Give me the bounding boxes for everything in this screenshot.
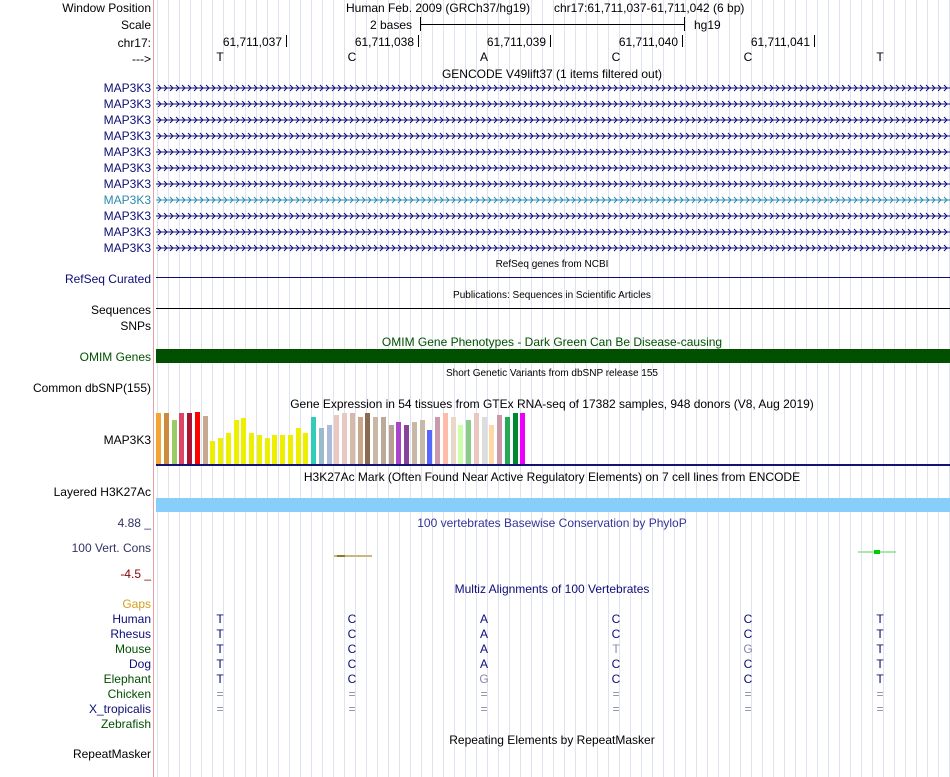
gencode-gene-label[interactable]: MAP3K3	[103, 225, 151, 239]
alignment-base: T	[876, 627, 884, 641]
ruler-tick	[682, 35, 683, 47]
gencode-gene-label[interactable]: MAP3K3	[103, 177, 151, 191]
gtex-tissue-bar[interactable]	[319, 428, 324, 464]
alignment-base: =	[480, 687, 488, 701]
refseq-track-title: RefSeq genes from NCBI	[495, 259, 609, 270]
species-label[interactable]: Human	[112, 612, 151, 626]
gtex-tissue-bar[interactable]	[358, 417, 363, 464]
gtex-tissue-bar[interactable]	[489, 425, 494, 464]
snps-track-label[interactable]: SNPs	[120, 319, 151, 333]
alignment-base: =	[216, 687, 224, 701]
gencode-gene-intron[interactable]	[156, 178, 950, 190]
gencode-gene-label[interactable]: MAP3K3	[103, 209, 151, 223]
alignment-base: A	[479, 657, 488, 671]
gencode-gene-intron[interactable]	[156, 98, 950, 110]
phylop-track-title: 100 vertebrates Basewise Conservation by PhyloP	[417, 516, 687, 530]
gtex-tissue-bar[interactable]	[172, 420, 177, 464]
refseq-track-line	[156, 277, 950, 278]
phylop-signal-positive-core	[874, 550, 880, 554]
species-label[interactable]: Chicken	[107, 687, 151, 701]
h3k27ac-signal-bar[interactable]	[156, 498, 950, 512]
gtex-tissue-bar[interactable]	[420, 420, 425, 464]
phylop-min-label: -4.5 _	[120, 567, 151, 581]
gtex-tissue-bar[interactable]	[412, 422, 417, 464]
alignment-base: C	[347, 657, 357, 671]
alignment-base: =	[744, 687, 752, 701]
gencode-gene-label[interactable]: MAP3K3	[103, 81, 151, 95]
alignment-base: A	[479, 627, 488, 641]
gtex-tissue-bar[interactable]	[280, 435, 285, 464]
species-label[interactable]: Rhesus	[110, 627, 151, 641]
gtex-tissue-bar[interactable]	[334, 415, 339, 464]
publications-track-line	[156, 308, 950, 309]
ruler-coordinate: 61,711,039	[486, 35, 546, 49]
gtex-tissue-bar[interactable]	[156, 413, 161, 464]
assembly-title: Human Feb. 2009 (GRCh37/hg19)	[346, 1, 531, 15]
alignment-base: =	[612, 702, 620, 716]
window-position-label: Window Position	[62, 1, 151, 15]
track-labels-panel	[0, 0, 154, 777]
alignment-base: T	[876, 612, 884, 626]
alignment-base: A	[479, 642, 488, 656]
species-label[interactable]: Zebrafish	[100, 717, 151, 731]
gtex-tissue-bar[interactable]	[342, 413, 347, 464]
gtex-track-title: Gene Expression in 54 tissues from GTEx RNA-seq of 17382 samples, 948 donors (V8, Aug 2019)	[290, 397, 814, 411]
gencode-track-title: GENCODE V49lift37 (1 items filtered out)	[441, 67, 663, 81]
alignment-base: =	[876, 702, 884, 716]
gtex-tissue-bar[interactable]	[303, 433, 308, 464]
gencode-gene-intron[interactable]	[156, 242, 950, 254]
alignment-base: T	[216, 612, 224, 626]
gtex-tissue-bar[interactable]	[404, 425, 409, 464]
alignment-base: T	[876, 672, 884, 686]
ruler-coordinate: 61,711,037	[222, 35, 282, 49]
gtex-tissue-bar[interactable]	[497, 415, 502, 464]
ruler-tick	[286, 35, 287, 47]
alignment-base: C	[743, 672, 753, 686]
scale-bar	[420, 24, 684, 25]
publications-track-label[interactable]: Sequences	[90, 303, 151, 317]
reference-base: C	[743, 50, 753, 64]
gtex-tissue-bar[interactable]	[288, 435, 293, 464]
h3k27ac-track-title: H3K27Ac Mark (Often Found Near Active Regulatory Elements) on 7 cell lines from ENCODE	[303, 470, 801, 484]
gtex-tissue-bar[interactable]	[520, 413, 525, 464]
alignment-base: C	[347, 612, 357, 626]
gencode-gene-label[interactable]: MAP3K3	[103, 97, 151, 111]
alignment-base: =	[348, 702, 356, 716]
dbsnp-track-title: Short Genetic Variants from dbSNP release 155	[446, 368, 658, 379]
alignment-base: C	[347, 642, 357, 656]
gtex-tissue-bar[interactable]	[474, 413, 479, 464]
db-label: hg19	[694, 18, 721, 32]
alignment-base: T	[216, 672, 224, 686]
alignment-base: T	[216, 642, 224, 656]
chrom-label: chr17:	[117, 36, 151, 50]
alignment-base: T	[876, 642, 884, 656]
alignment-base: C	[611, 672, 621, 686]
gencode-gene-label[interactable]: MAP3K3	[103, 241, 151, 255]
species-label[interactable]: Mouse	[114, 642, 151, 656]
alignment-base: =	[744, 702, 752, 716]
position-readout: chr17:61,711,037-61,711,042 (6 bp)	[554, 1, 745, 15]
alignment-base: C	[743, 612, 753, 626]
reference-base: T	[876, 50, 884, 64]
track-display-area[interactable]	[154, 0, 950, 777]
phylop-track-label[interactable]: 100 Vert. Cons	[71, 541, 151, 555]
gtex-tissue-bar[interactable]	[265, 438, 270, 464]
gtex-tissue-bar[interactable]	[435, 417, 440, 464]
gencode-gene-label[interactable]: MAP3K3	[103, 129, 151, 143]
gtex-tissue-bar[interactable]	[365, 413, 370, 464]
gtex-bar-chart[interactable]	[156, 412, 950, 464]
h3k27ac-track-label[interactable]: Layered H3K27Ac	[53, 485, 151, 499]
gtex-tissue-bar[interactable]	[451, 417, 456, 464]
gtex-tissue-bar[interactable]	[296, 428, 301, 464]
gtex-tissue-bar[interactable]	[257, 435, 262, 464]
reference-base: A	[479, 50, 488, 64]
multiz-track-title: Multiz Alignments of 100 Vertebrates	[454, 582, 650, 596]
ruler-tick	[814, 35, 815, 47]
species-label[interactable]: Dog	[128, 657, 151, 671]
alignment-base: T	[612, 642, 620, 656]
omim-track-title: OMIM Gene Phenotypes - Dark Green Can Be Disease-causing	[381, 335, 723, 349]
scale-label: Scale	[120, 18, 151, 32]
alignment-base: =	[348, 687, 356, 701]
gencode-gene-intron[interactable]	[156, 114, 950, 126]
publications-track-title: Publications: Sequences in Scientific Articles	[453, 290, 651, 301]
alignment-base: =	[612, 687, 620, 701]
alignment-base: =	[216, 702, 224, 716]
refseq-track-label[interactable]: RefSeq Curated	[64, 272, 151, 286]
alignment-base: T	[216, 627, 224, 641]
gencode-gene-label[interactable]: MAP3K3	[103, 193, 151, 207]
alignment-base: T	[216, 657, 224, 671]
repeatmasker-track-label[interactable]: RepeatMasker	[72, 747, 151, 761]
gtex-tissue-bar[interactable]	[458, 425, 463, 464]
gencode-gene-intron[interactable]	[156, 210, 950, 222]
ruler-coordinate: 61,711,041	[750, 35, 810, 49]
scale-text: 2 bases	[370, 18, 413, 32]
gtex-tissue-bar[interactable]	[482, 417, 487, 464]
gtex-tissue-bar[interactable]	[164, 413, 169, 464]
reference-base: T	[216, 50, 224, 64]
gencode-gene-intron[interactable]	[156, 146, 950, 158]
alignment-base: =	[480, 702, 488, 716]
gtex-tissue-bar[interactable]	[272, 435, 277, 464]
reference-base: C	[611, 50, 621, 64]
gencode-gene-intron[interactable]	[156, 162, 950, 174]
alignment-base: C	[743, 657, 753, 671]
gencode-gene-intron[interactable]	[156, 194, 950, 206]
alignment-base: C	[611, 657, 621, 671]
alignment-base: G	[479, 672, 489, 686]
gtex-tissue-bar[interactable]	[226, 433, 231, 464]
gtex-tissue-bar[interactable]	[203, 416, 208, 464]
gtex-tissue-bar[interactable]	[327, 425, 332, 464]
omim-feature-bar[interactable]	[156, 349, 950, 363]
alignment-base: C	[743, 627, 753, 641]
gtex-tissue-bar[interactable]	[350, 413, 355, 464]
gtex-tissue-bar[interactable]	[179, 413, 184, 464]
gtex-tissue-bar[interactable]	[249, 433, 254, 464]
alignment-base: A	[479, 612, 488, 626]
scale-bar-right	[684, 17, 685, 31]
repeatmasker-track-title: Repeating Elements by RepeatMasker	[449, 733, 655, 747]
ruler-coordinate: 61,711,038	[354, 35, 414, 49]
gencode-gene-label[interactable]: MAP3K3	[103, 145, 151, 159]
ruler-tick	[418, 35, 419, 47]
gtex-tissue-bar[interactable]	[513, 413, 518, 464]
omim-track-label[interactable]: OMIM Genes	[79, 350, 151, 364]
gtex-tissue-bar[interactable]	[505, 417, 510, 464]
alignment-base: C	[611, 627, 621, 641]
gtex-tissue-bar[interactable]	[381, 417, 386, 464]
gtex-tissue-bar[interactable]	[187, 413, 192, 464]
gtex-tissue-bar[interactable]	[210, 441, 215, 464]
gtex-tissue-bar[interactable]	[234, 420, 239, 464]
gencode-gene-label[interactable]: MAP3K3	[103, 113, 151, 127]
gtex-tissue-bar[interactable]	[443, 413, 448, 464]
ruler-tick	[550, 35, 551, 47]
strand-label: --->	[132, 52, 151, 66]
gtex-tissue-bar[interactable]	[218, 438, 223, 464]
alignment-base: T	[876, 657, 884, 671]
gencode-gene-label[interactable]: MAP3K3	[103, 161, 151, 175]
species-label[interactable]: X_tropicalis	[88, 702, 151, 716]
phylop-max-label: 4.88 _	[117, 516, 151, 530]
species-label[interactable]: Elephant	[103, 672, 151, 686]
gtex-tissue-bar[interactable]	[389, 425, 394, 464]
alignment-base: C	[347, 627, 357, 641]
gencode-gene-intron[interactable]	[156, 226, 950, 238]
gencode-gene-intron[interactable]	[156, 130, 950, 142]
gtex-baseline	[156, 464, 950, 466]
gtex-tissue-bar[interactable]	[427, 430, 432, 464]
gtex-tissue-bar[interactable]	[373, 417, 378, 464]
gtex-track-label[interactable]: MAP3K3	[103, 433, 151, 447]
alignment-base: C	[347, 672, 357, 686]
alignment-base: =	[876, 687, 884, 701]
gtex-tissue-bar[interactable]	[241, 418, 246, 464]
reference-base: C	[347, 50, 357, 64]
gtex-tissue-bar[interactable]	[466, 420, 471, 464]
gtex-tissue-bar[interactable]	[195, 412, 200, 464]
gaps-label: Gaps	[122, 597, 151, 611]
alignment-base: C	[611, 612, 621, 626]
ruler-coordinate: 61,711,040	[618, 35, 678, 49]
gtex-tissue-bar[interactable]	[396, 422, 401, 464]
dbsnp-track-label[interactable]: Common dbSNP(155)	[32, 381, 151, 395]
alignment-base: G	[743, 642, 753, 656]
phylop-signal-negative-core	[337, 555, 345, 557]
gencode-gene-intron[interactable]	[156, 82, 950, 94]
gtex-tissue-bar[interactable]	[311, 417, 316, 464]
